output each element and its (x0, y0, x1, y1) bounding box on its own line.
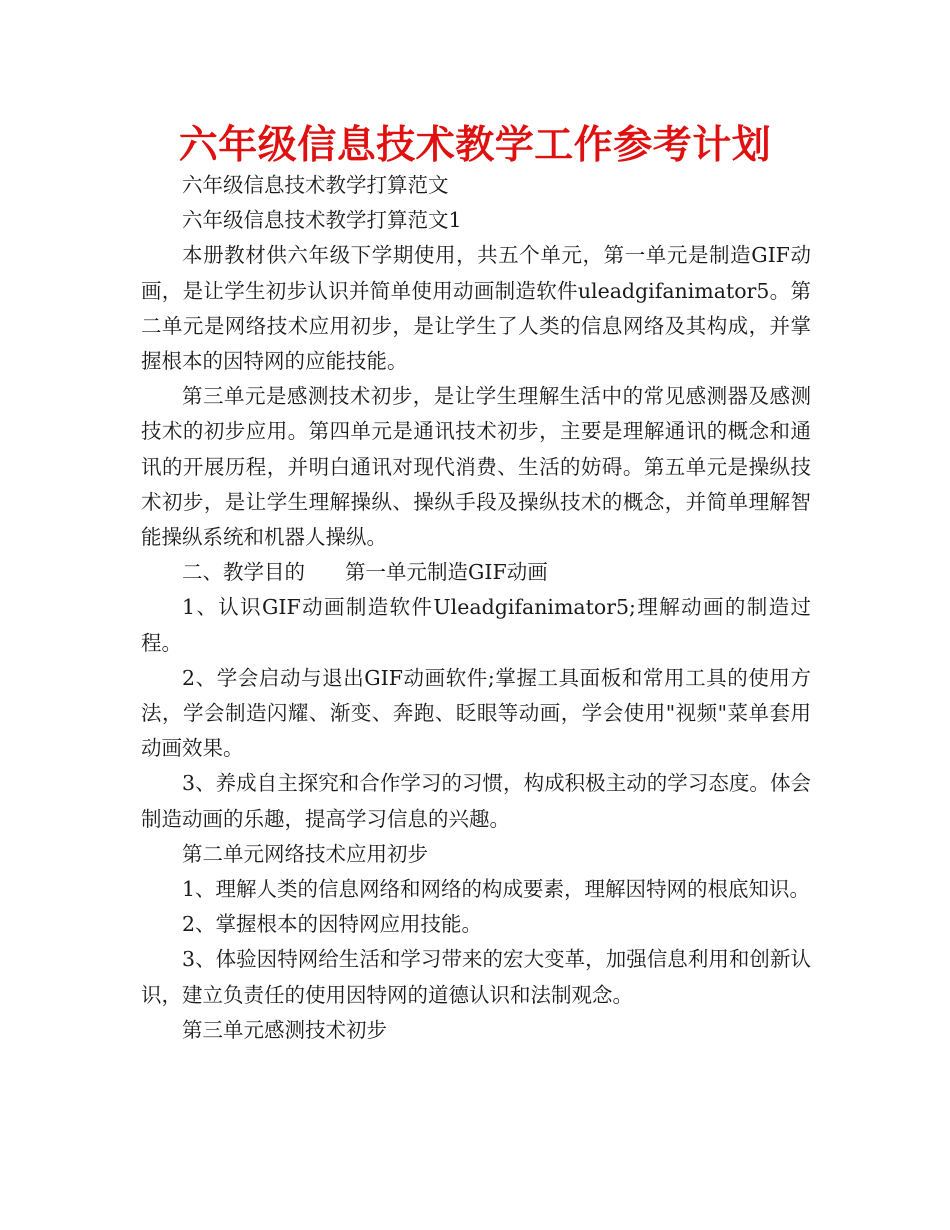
paragraph: 第三单元感测技术初步 (182, 1017, 387, 1042)
paragraph: 1、理解人类的信息网络和网络的构成要素，理解因特网的根底知识。 (182, 877, 811, 902)
goal-heading: 二、教学目的 (182, 560, 305, 585)
paragraph: 3、体验因特网给生活和学习带来的宏大变革，加强信息利用和创新认识，建立负责任的使用因特网的道德认识和法制观念。 (141, 947, 811, 1007)
paragraph: 第三单元是感测技术初步，是让学生理解生活中的常见感测器及感测技术的初步应用。第四单元是通讯技术初步，主要是理解通讯的概念和通讯的开展历程，并明白通讯对现代消费、生活的妨碍。第五单元是操纵技术初步，是让学生理解操纵、操纵手段及操纵技术的概念，并简单理解智能操纵系统和机器人操纵。 (141, 384, 811, 550)
paragraph: 六年级信息技术教学打算范文1 (182, 208, 462, 233)
paragraph: 2、掌握根本的因特网应用技能。 (182, 912, 483, 937)
paragraph: 第二单元网络技术应用初步 (182, 841, 428, 866)
document-body (141, 168, 811, 1048)
document-title: 六年级信息技术教学工作参考计划 (178, 123, 772, 168)
section-heading-line (141, 555, 811, 590)
paragraph: 1、认识GIF动画制造软件Uleadgifanimator5;理解动画的制造过程。 (141, 595, 811, 655)
paragraph: 2、学会启动与退出GIF动画软件;掌握工具面板和常用工具的使用方法，学会制造闪耀、渐变、奔跑、眨眼等动画，学会使用"视频"菜单套用动画效果。 (141, 665, 811, 761)
paragraph: 六年级信息技术教学打算范文 (182, 173, 449, 197)
unit1-heading: 第一单元制造GIF动画 (345, 560, 548, 585)
paragraph: 本册教材供六年级下学期使用，共五个单元，第一单元是制造GIF动画，是让学生初步认识并简单使用动画制造软件uleadgifanimator5。第二单元是网络技术应用初步，是让学生了人类的信息网络及其构成，并掌握根本的因特网的应能技能。 (141, 243, 811, 374)
paragraph: 3、养成自主探究和合作学习的习惯，构成积极主动的学习态度。体会制造动画的乐趣，提高学习信息的兴趣。 (141, 771, 811, 831)
